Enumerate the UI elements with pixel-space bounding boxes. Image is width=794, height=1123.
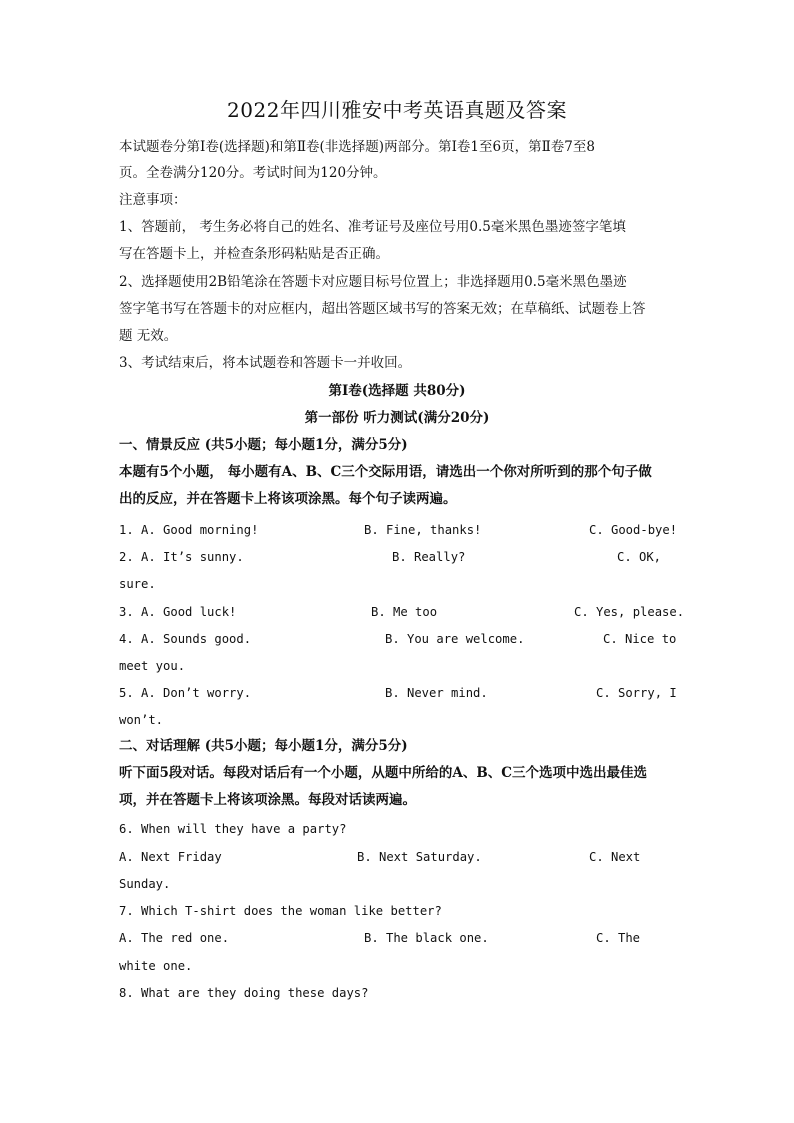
part1-heading: 第一部份 听力测试(满分20分) <box>304 410 490 426</box>
section2-heading: 二、对话理解 (共5小题；每小题1分，满分5分) <box>119 738 408 754</box>
section1-instructions-2: 出的反应，并在答题卡上将该项涂黑。每个句子读两遍。 <box>119 491 457 507</box>
q4-option-b: B. You are welcome. <box>385 632 525 646</box>
q2-option-a: 2. A. It’s sunny. <box>119 550 244 564</box>
page-title: 2022年四川雅安中考英语真题及答案 <box>227 98 567 122</box>
note-3: 3、考试结束后，将本试题卷和答题卡一并收回。 <box>119 355 412 371</box>
q6-option-a: A. Next Friday <box>119 850 222 864</box>
section1-instructions-1: 本题有5个小题， 每小题有A、B、C三个交际用语，请选出一个你对所听到的那个句子做 <box>119 464 652 480</box>
q8-stem: 8. What are they doing these days? <box>119 986 369 1000</box>
q4-option-c-continued: meet you. <box>119 659 186 673</box>
intro-line-2: 页。全卷满分120分。考试时间为120分钟。 <box>119 165 387 181</box>
q7-option-b: B. The black one. <box>364 931 489 945</box>
q3-option-c: C. Yes, please. <box>574 605 685 619</box>
section2-instructions-2: 项，并在答题卡上将该项涂黑。每段对话读两遍。 <box>119 792 416 808</box>
q4-option-c: C. Nice to <box>603 632 677 646</box>
q2-option-c: C. OK, <box>617 550 662 564</box>
note-2b: 签字笔书写在答题卡的对应框内，超出答题区域书写的答案无效；在草稿纸、试题卷上答 <box>119 301 646 317</box>
q7-option-c: C. The <box>596 931 641 945</box>
note-2a: 2、选择题使用2B铅笔涂在答题卡对应题目标号位置上；非选择题用0.5毫米黑色墨迹 <box>119 274 627 290</box>
volume-heading: 第Ⅰ卷(选择题 共80分) <box>328 383 466 399</box>
q7-stem: 7. Which T-shirt does the woman like better? <box>119 904 442 918</box>
q2-option-b: B. Really? <box>392 550 466 564</box>
q3-option-b: B. Me too <box>371 605 438 619</box>
q6-stem: 6. When will they have a party? <box>119 822 347 836</box>
section2-instructions-1: 听下面5段对话。每段对话后有一个小题，从题中所给的A、B、C三个选项中选出最佳选 <box>119 765 648 781</box>
q5-option-b: B. Never mind. <box>385 686 488 700</box>
q5-option-c-continued: won’t. <box>119 713 164 727</box>
q7-option-a: A. The red one. <box>119 931 230 945</box>
q4-option-a: 4. A. Sounds good. <box>119 632 252 646</box>
note-2c: 题 无效。 <box>119 328 178 344</box>
q6-option-c-continued: Sunday. <box>119 877 171 891</box>
q6-option-b: B. Next Saturday. <box>357 850 482 864</box>
section1-heading: 一、情景反应 (共5小题；每小题1分，满分5分) <box>119 437 408 453</box>
note-1a: 1、答题前， 考生务必将自己的姓名、准考证号及座位号用0.5毫米黑色墨迹签字笔填 <box>119 219 626 235</box>
q6-option-c: C. Next <box>589 850 641 864</box>
q1-option-a: 1. A. Good morning! <box>119 523 259 537</box>
intro-line-1: 本试题卷分第Ⅰ卷(选择题)和第Ⅱ卷(非选择题)两部分。第Ⅰ卷1至6页，第Ⅱ卷7至8 <box>119 139 595 155</box>
q3-option-a: 3. A. Good luck! <box>119 605 237 619</box>
q5-option-c: C. Sorry, I <box>596 686 677 700</box>
q5-option-a: 5. A. Don’t worry. <box>119 686 252 700</box>
q7-option-c-continued: white one. <box>119 959 193 973</box>
notes-heading: 注意事项： <box>119 192 187 208</box>
q1-option-b: B. Fine, thanks! <box>364 523 482 537</box>
q2-option-c-continued: sure. <box>119 577 156 591</box>
note-1b: 写在答题卡上，并检查条形码粘贴是否正确。 <box>119 246 389 262</box>
q1-option-c: C. Good-bye! <box>589 523 678 537</box>
